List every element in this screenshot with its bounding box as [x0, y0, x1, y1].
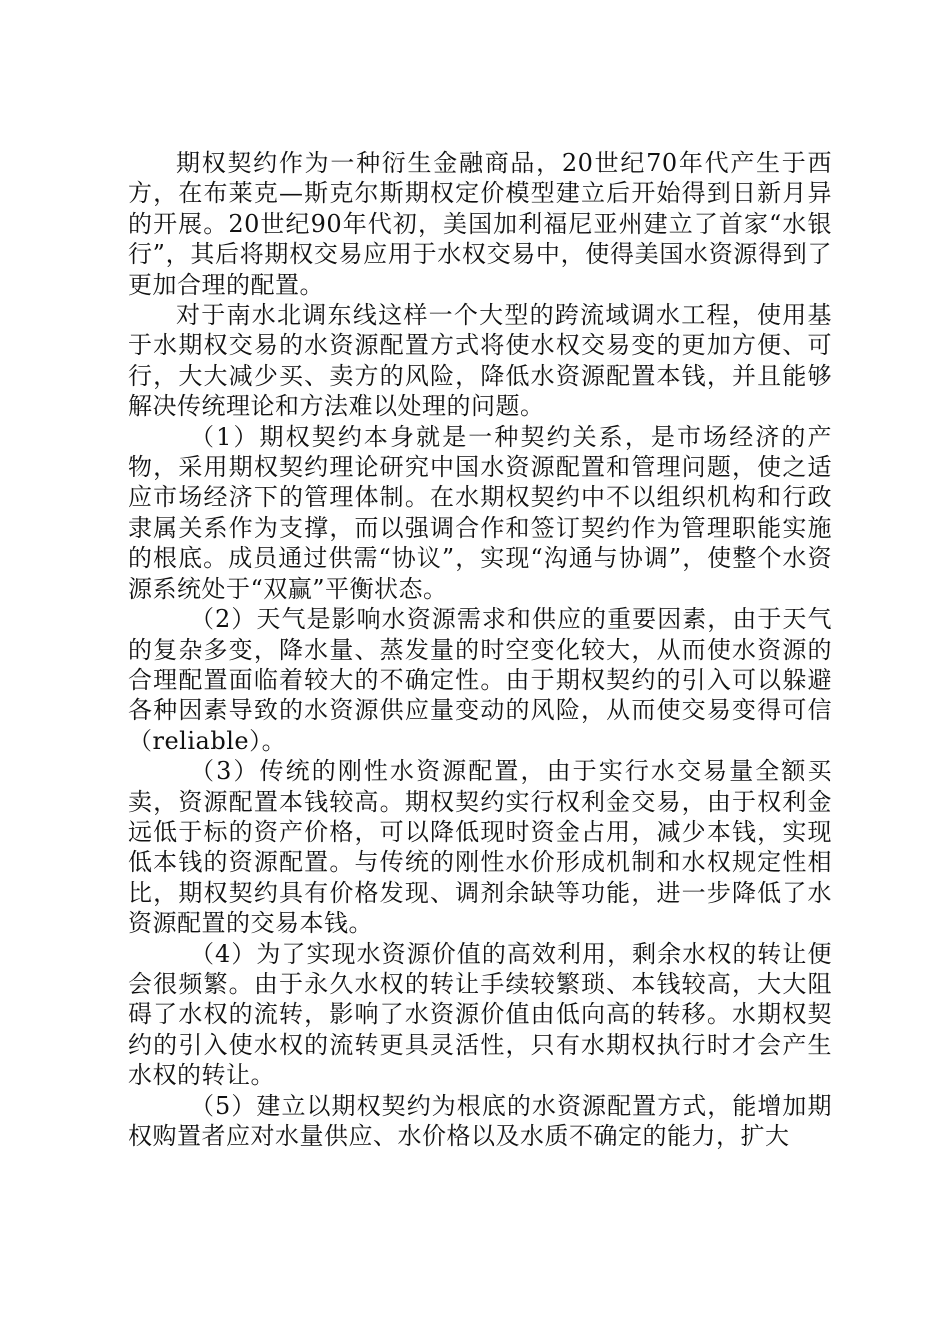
paragraph-point-5: （5）建立以期权契约为根底的水资源配置方式，能增加期权购置者应对水量供应、水价格以及水质不确定的能力，扩大: [128, 1091, 832, 1150]
paragraph-south-north-water-transfer: 对于南水北调东线这样一个大型的跨流域调水工程，使用基于水期权交易的水资源配置方式将使水权交易变的更加方便、可行，大大减少买、卖方的风险，降低水资源配置本钱，并且能够解决传统理论和方法难以处理的问题。: [128, 301, 832, 421]
paragraph-point-3: （3）传统的刚性水资源配置，由于实行水交易量全额买卖，资源配置本钱较高。期权契约实行权利金交易，由于权利金远低于标的资产价格，可以降低现时资金占用，减少本钱，实现低本钱的资源配置。与传统的刚性水价形成机制和水权规定性相比，期权契约具有价格发现、调剂余缺等功能，进一步降低了水资源配置的交易本钱。: [128, 757, 832, 938]
paragraph-point-4: （4）为了实现水资源价值的高效利用，剩余水权的转让便会很频繁。由于永久水权的转让手续较繁琐、本钱较高，大大阻碍了水权的流转，影响了水资源价值由低向高的转移。水期权契约的引入使水权的流转更具灵活性，只有水期权执行时才会产生水权的转让。: [128, 939, 832, 1090]
paragraph-point-1: （1）期权契约本身就是一种契约关系，是市场经济的产物，采用期权契约理论研究中国水资源配置和管理问题，使之适应市场经济下的管理体制。在水期权契约中不以组织机构和行政隶属关系作为支撑，而以强调合作和签订契约作为管理职能实施的根底。成员通过供需“协议”，实现“沟通与协调”，使整个水资源系统处于“双赢”平衡状态。: [128, 422, 832, 603]
document-body: [128, 148, 832, 1151]
paragraph-point-2: （2）天气是影响水资源需求和供应的重要因素，由于天气的复杂多变，降水量、蒸发量的时空变化较大，从而使水资源的合理配置面临着较大的不确定性。由于期权契约的引入可以躲避各种因素导致的水资源供应量变动的风险，从而使交易变得可信（reliable）。: [128, 605, 832, 755]
paragraph-option-contract-origin: 期权契约作为一种衍生金融商品，20世纪70年代产生于西方，在布莱克—斯克尔斯期权定价模型建立后开始得到日新月异的开展。20世纪90年代初，美国加利福尼亚州建立了首家“水银行”，其后将期权交易应用于水权交易中，使得美国水资源得到了更加合理的配置。: [128, 149, 832, 299]
